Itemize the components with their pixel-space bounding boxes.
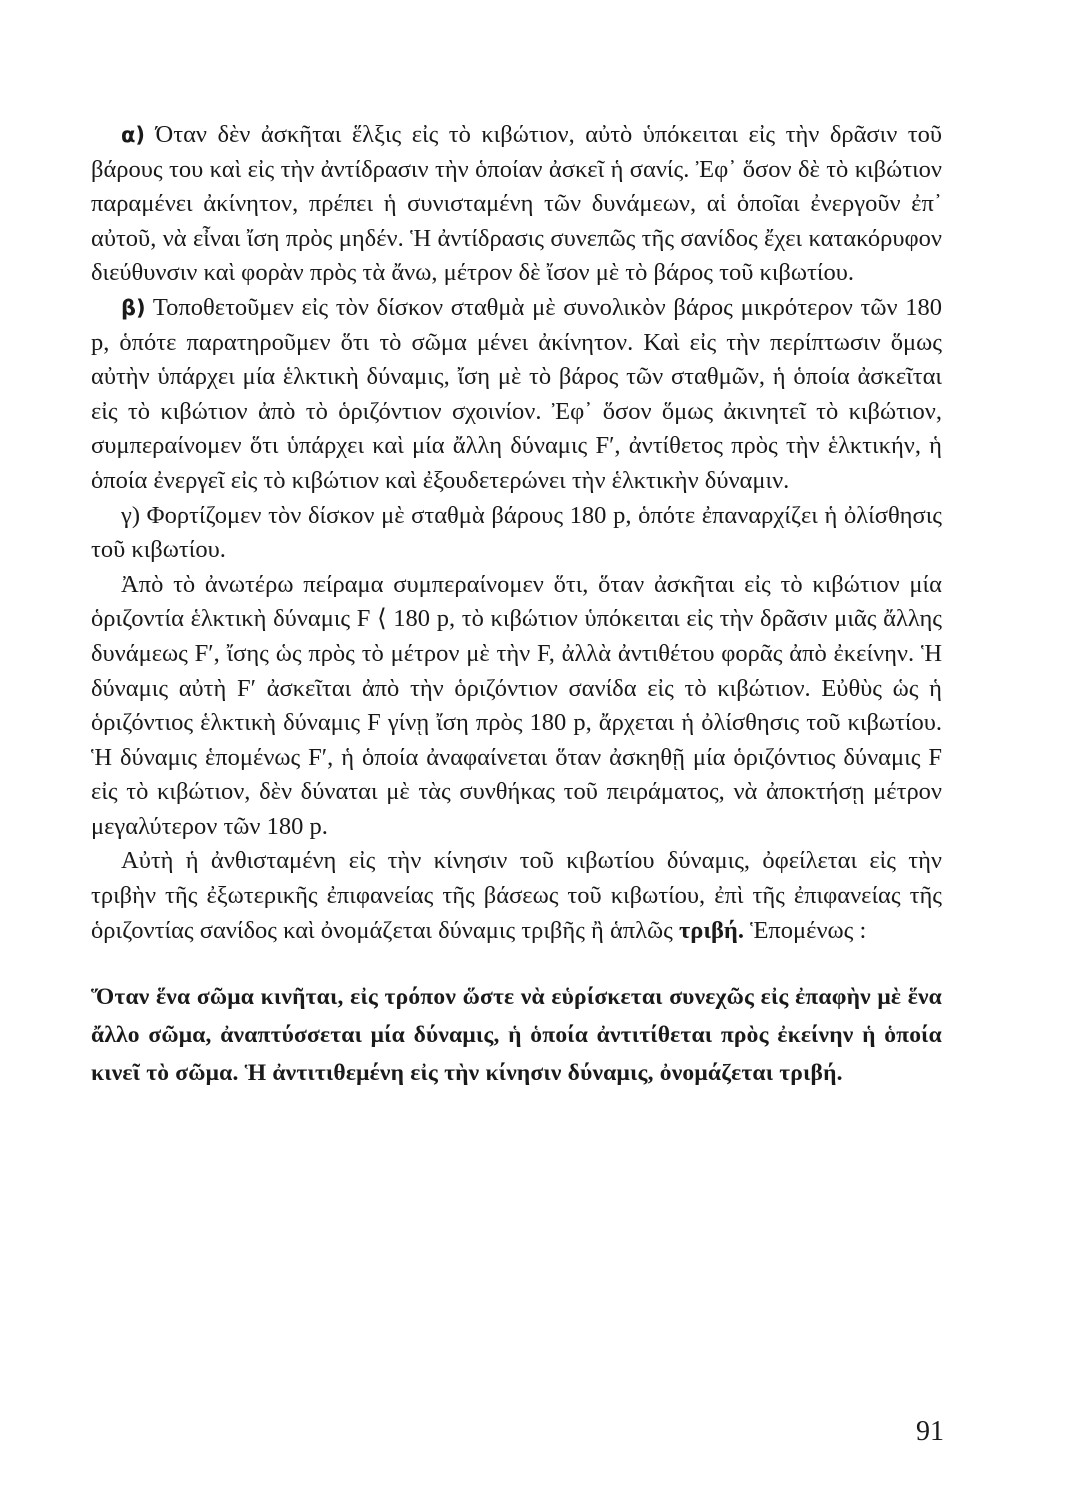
paragraph-b (91, 291, 942, 499)
paragraph-a (91, 118, 942, 291)
page-number: 91 (916, 1416, 944, 1447)
page-body (91, 118, 942, 1116)
paragraph-c-text: Φορτίζομεν τὸν δίσκον μὲ σταθμὰ βάρους 180 p, ὁπότε ἐπαναρχίζει ἡ ὀλίσθησις τοῦ κιβωτίου. (91, 501, 942, 564)
paragraph-a-text: Όταν δὲν ἀσκῆται ἕλξις εἰς τὸ κιβώτιον, αὐτὸ ὑπόκειται εἰς τὴν δρᾶσιν τοῦ βάρους του καὶ εἰς τὴν ἀντίδρασιν τὴν ὁποίαν ἀσκεῖ ἡ σανίς. Ἐφ᾽ ὅσον δὲ τὸ κιβώτιον παραμένει ἀκίνητον, πρέπει ἡ συνισταμένη τῶν δυνάμεων, αἱ ὁποῖαι ἐνεργοῦν ἐπ᾽ αὐτοῦ, νὰ εἶναι ἴση πρὸς μηδέν. Ἡ ἀντίδρασις συνεπῶς τῆς σανίδος ἔχει κατακόρυφον διεύθυνσιν καὶ φορὰν πρὸς τὰ ἄνω, μέτρον δὲ ἴσον μὲ τὸ βάρος τοῦ κιβωτίου. (91, 121, 943, 287)
label-a: α) (121, 123, 146, 147)
paragraph-d: Ἀπὸ τὸ ἀνωτέρω πείραμα συμπεραίνομεν ὅτι, ὅταν ἀσκῆται εἰς τὸ κιβώτιον μία ὁριζοντία ἑλκτικὴ δύναμις F ⟨ 180 p, τὸ κιβώτιον ὑπόκειται εἰς τὴν δρᾶσιν μιᾶς ἄλλης δυνάμεως F′, ἴσης ὡς πρὸς τὸ μέτρον μὲ τὴν F, ἀλλὰ ἀντιθέτου φορᾶς ἀπὸ ἐκείνην. Ἡ δύναμις αὐτὴ F′ ἀσκεῖται ἀπὸ τὴν ὁριζόντιον σανίδα εἰς τὸ κιβώτιον. Εὐθὺς ὡς ἡ ὁριζόντιος ἑλκτικὴ δύναμις F γίνῃ ἴση πρὸς 180 p, ἄρχεται ἡ ὀλίσθησις τοῦ κιβωτίου. Ἡ δύναμις ἑπομένως F′, ἡ ὁποία ἀναφαίνεται ὅταν ἀσκηθῇ μία ὁριζόντιος δύναμις F εἰς τὸ κιβώτιον, δὲν δύναται μὲ τὰς συνθήκας τοῦ πειράματος, νὰ ἀποκτήσῃ μέτρον μεγαλύτερον τῶν 180 p. (91, 570, 942, 840)
friction-definition: Ὅταν ἕνα σῶμα κινῆται, εἰς τρόπον ὥστε νὰ εὑρίσκεται συνεχῶς εἰς ἐπαφὴν μὲ ἕνα ἄλλο σῶμα, ἀναπτύσσεται μία δύναμις, ἡ ὁποία ἀντιτίθεται πρὸς ἐκείνην ἡ ὁποία κινεῖ τὸ σῶμα. Ἡ ἀντιτιθεμένη εἰς τὴν κίνησιν δύναμις, ὀνομάζεται τριβή. (91, 984, 942, 1087)
term-friction: τριβή. (679, 916, 744, 944)
paragraph-e-text: Αὐτὴ ἡ ἀνθισταμένη εἰς τὴν κίνησιν τοῦ κιβωτίου δύναμις, ὀφείλεται εἰς τὴν τριβὴν τῆς ἐξωτερικῆς ἐπιφανείας τῆς βάσεως τοῦ κιβωτίου, ἐπὶ τῆς ἐπιφανείας τῆς ὁριζοντίας σανίδος καὶ ὀνομάζεται δύναμις τριβῆς ἢ ἁπλῶς (91, 847, 942, 944)
label-b: β) (121, 295, 146, 320)
paragraph-e (91, 844, 942, 948)
paragraph-e-tail: Ἑπομένως : (750, 916, 867, 944)
paragraph-c (91, 499, 942, 568)
label-c: γ) (121, 501, 140, 529)
paragraph-b-text: Τοποθετοῦμεν εἰς τὸν δίσκον σταθμὰ μὲ συνολικὸν βάρος μικρότερον τῶν 180 p, ὁπότε παρατηροῦμεν ὅτι τὸ σῶμα μένει ἀκίνητον. Καὶ εἰς τὴν περίπτωσιν ὅμως αὐτὴν ὑπάρχει μία ἑλκτικὴ δύναμις, ἴση μὲ τὸ βάρος τῶν σταθμῶν, ἡ ὁποία ἀσκεῖται εἰς τὸ κιβώτιον ἀπὸ τὸ ὁριζόντιον σχοινίον. Ἐφ᾽ ὅσον ὅμως ἀκινητεῖ τὸ κιβώτιον, συμπεραίνομεν ὅτι ὑπάρχει καὶ μία ἄλλη δύναμις F′, ἀντίθετος πρὸς τὴν ἑλκτικήν, ἡ ὁποία ἐνεργεῖ εἰς τὸ κιβώτιον καὶ ἐξουδετερώνει τὴν ἑλκτικὴν δύναμιν. (91, 293, 942, 494)
